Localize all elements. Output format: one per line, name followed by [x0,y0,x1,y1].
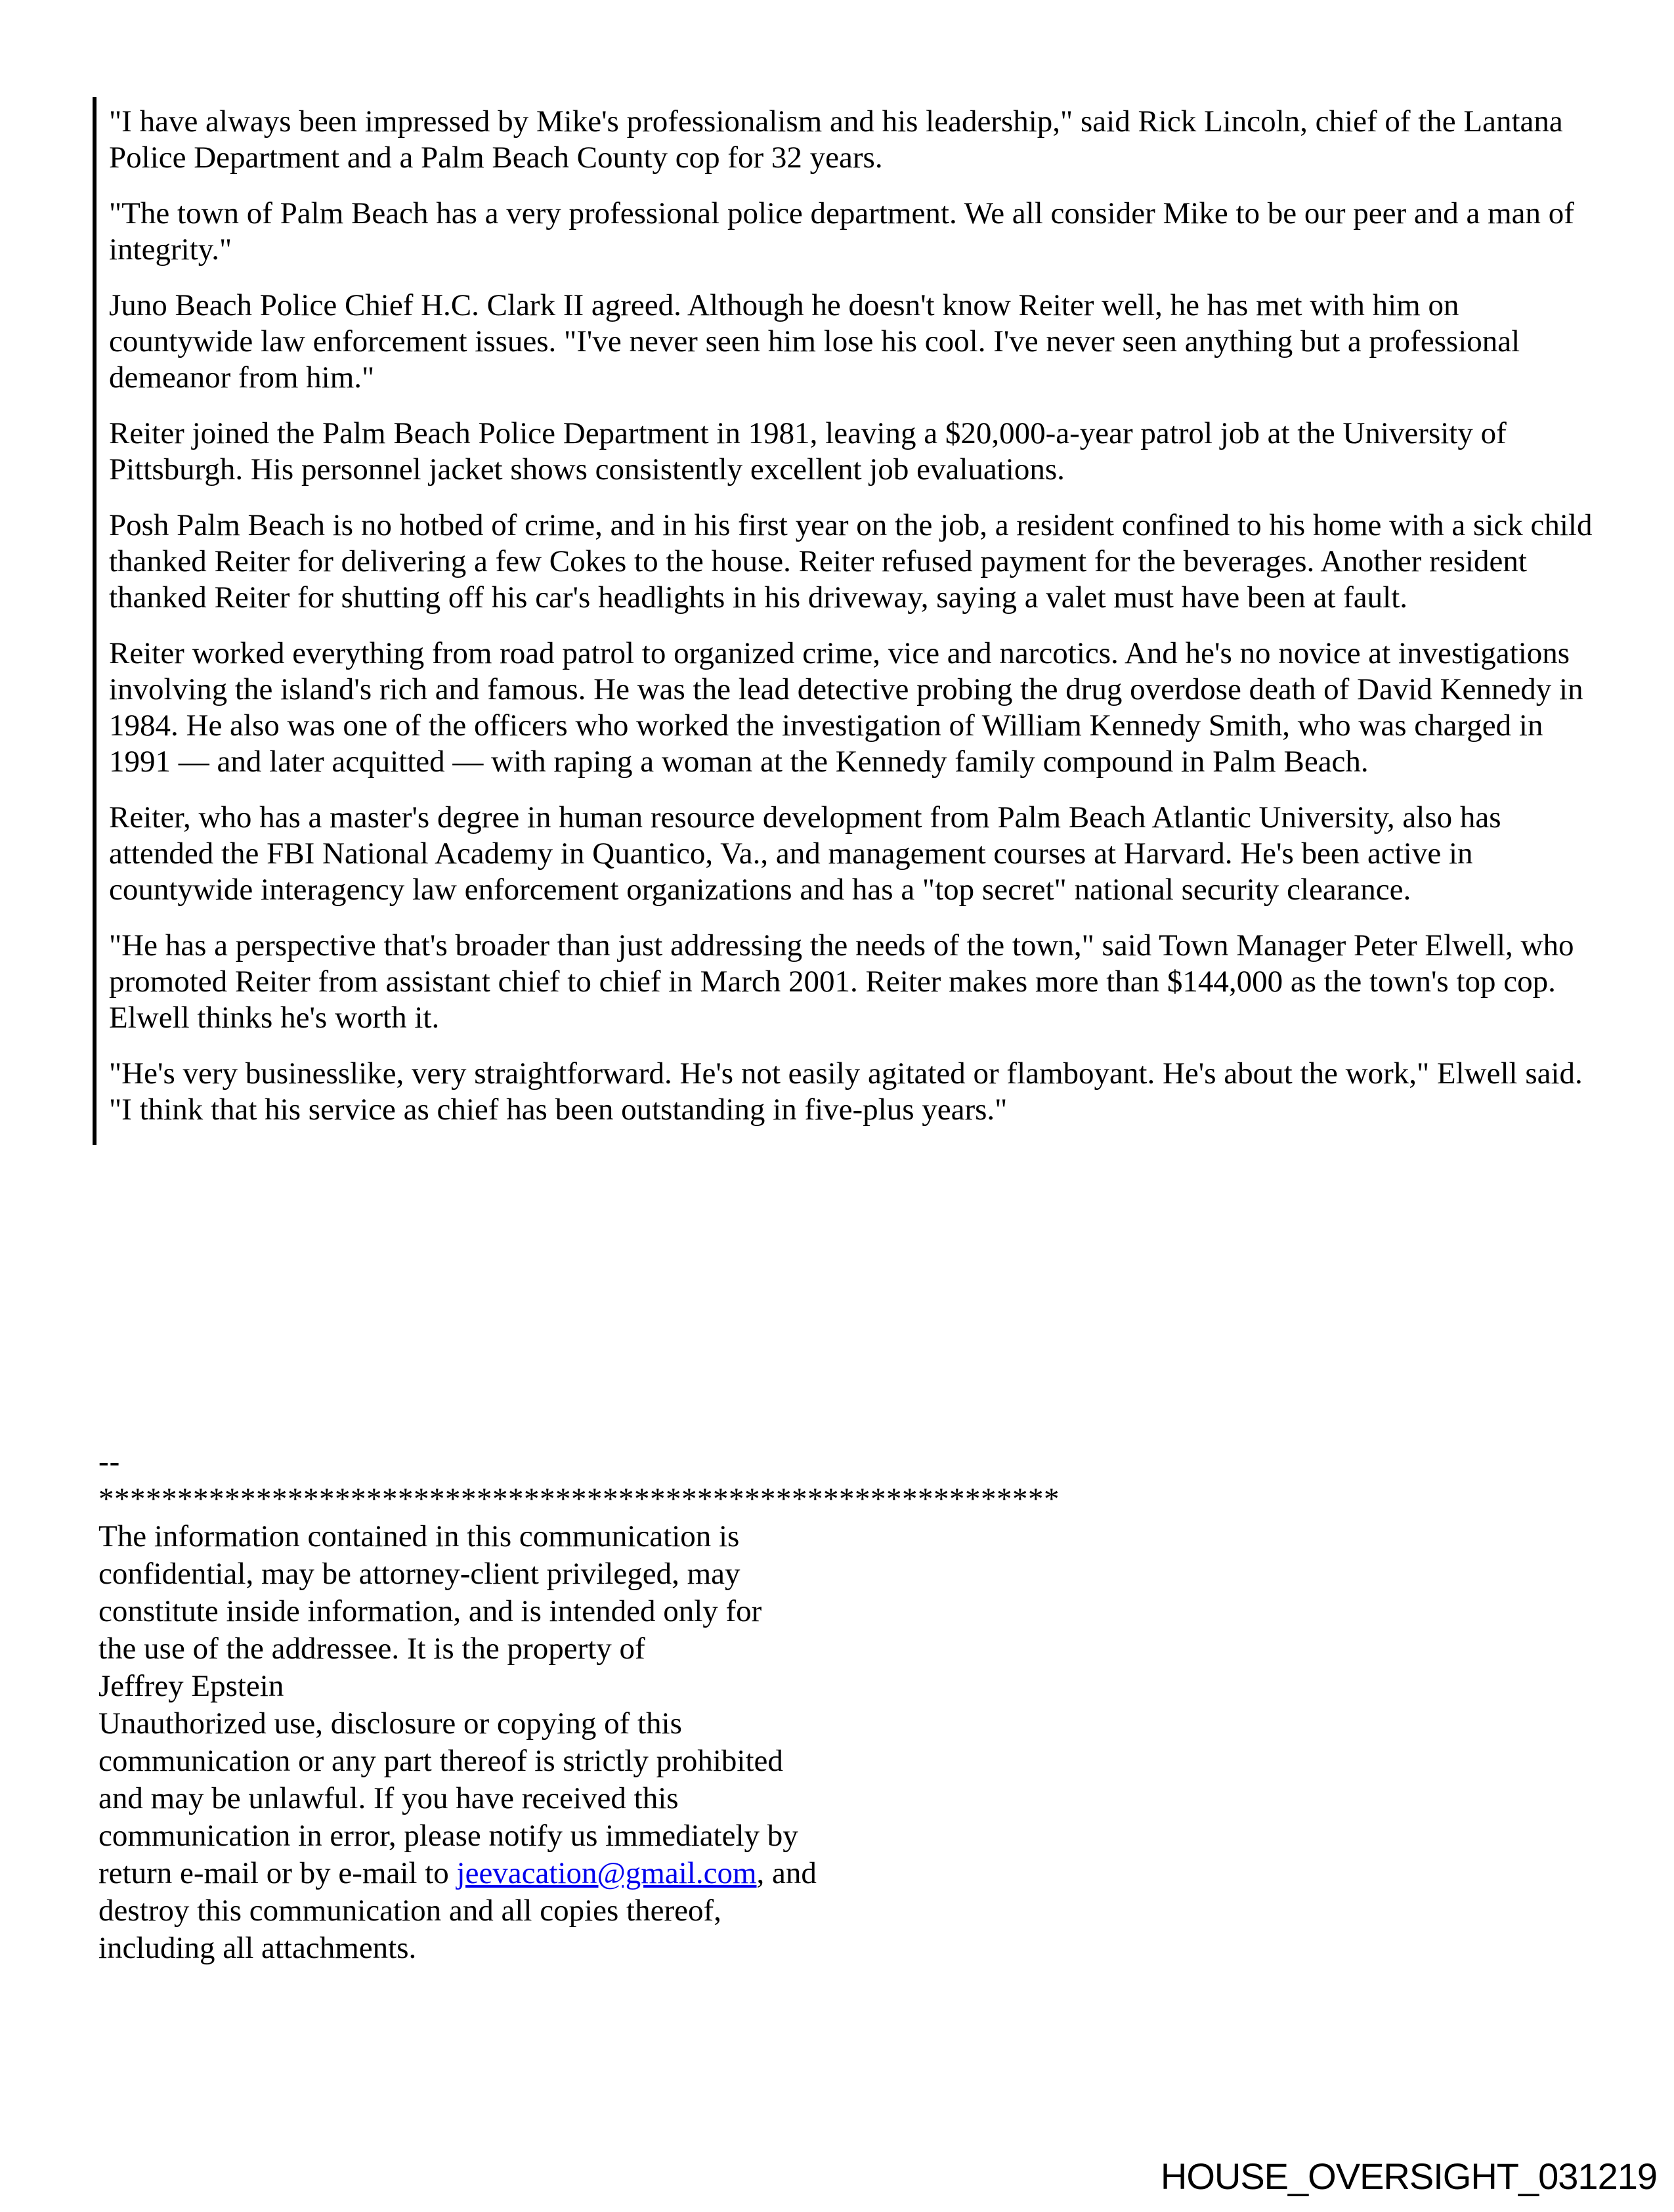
disclaimer-line: communication or any part thereof is strictly prohibited [98,1744,783,1778]
article-paragraph: "He's very businesslike, very straightforward. He's not easily agitated or flamboyant. He's about the work," Elwell said. "I think that his service as chief has been outstanding in five-plus years." [109,1056,1583,1127]
article-paragraph: Reiter worked everything from road patrol to organized crime, vice and narcotics. And he's no novice at investigations involving the island's rich and famous. He was the lead detective probing the drug overdose death of David Kennedy in 1984. He also was one of the officers who worked the investigation of William Kennedy Smith, who was charged in 1991 — and later acquitted — with raping a woman at the Kennedy family compound in Palm Beach. [109,636,1583,779]
asterisk-divider: ************************************************************* [98,1482,1060,1516]
email-line-suffix: , and [756,1856,817,1890]
email-link[interactable]: jeevacation@gmail.com [456,1856,757,1890]
article-paragraph: "I have always been impressed by Mike's professionalism and his leadership," said Rick Lincoln, chief of the Lantana Police Department and a Palm Beach County cop for 32 years. [109,104,1563,175]
article-paragraph: Reiter joined the Palm Beach Police Department in 1981, leaving a $20,000-a-year patrol job at the University of Pittsburgh. His personnel jacket shows consistently excellent job evaluations. [109,416,1507,487]
disclaimer-line: confidential, may be attorney-client privileged, may [98,1557,740,1591]
quoted-text-block [93,97,1599,1145]
disclaimer-line: destroy this communication and all copies thereof, [98,1894,721,1928]
article-paragraph: Reiter, who has a master's degree in human resource development from Palm Beach Atlantic University, also has attended the FBI National Academy in Quantico, Va., and management courses at Harvard. He's been active in countywide interagency law enforcement organizations and has a "top secret" national security clearance. [109,800,1501,907]
confidentiality-disclaimer [98,1518,1060,1967]
signature-block [98,1443,1060,1967]
email-line-prefix: return e-mail or by e-mail to [98,1856,457,1890]
disclaimer-line: and may be unlawful. If you have received this [98,1781,679,1815]
disclaimer-line: including all attachments. [98,1931,417,1965]
bates-stamp: HOUSE_OVERSIGHT_031219 [1160,2156,1657,2197]
article-paragraph: Posh Palm Beach is no hotbed of crime, and in his first year on the job, a resident confined to his home with a sick child thanked Reiter for delivering a few Cokes to the house. Reiter refused payment for the beverages. Another resident thanked Reiter for shutting off his car's headlights in his driveway, saying a valet must have been at fault. [109,508,1593,615]
disclaimer-line: constitute inside information, and is intended only for [98,1594,762,1628]
disclaimer-owner-name: Jeffrey Epstein [98,1669,284,1703]
disclaimer-line: Unauthorized use, disclosure or copying of this [98,1706,682,1741]
signature-separator: -- [98,1444,121,1479]
article-paragraph: "He has a perspective that's broader than just addressing the needs of the town," said Town Manager Peter Elwell, who promoted Reiter from assistant chief to chief in March 2001. Reiter makes more than $144,000 as the town's top cop. Elwell thinks he's worth it. [109,928,1574,1035]
article-paragraph: Juno Beach Police Chief H.C. Clark II agreed. Although he doesn't know Reiter well, he has met with him on countywide law enforcement issues. "I've never seen him lose his cool. I've never seen anything but a professional demeanor from him." [109,288,1520,395]
disclaimer-email-line [98,1855,1060,1892]
disclaimer-line: the use of the addressee. It is the property of [98,1632,645,1666]
disclaimer-line: communication in error, please notify us immediately by [98,1819,798,1853]
disclaimer-line: The information contained in this communication is [98,1519,740,1553]
article-paragraph: "The town of Palm Beach has a very professional police department. We all consider Mike to be our peer and a man of integrity." [109,196,1574,267]
